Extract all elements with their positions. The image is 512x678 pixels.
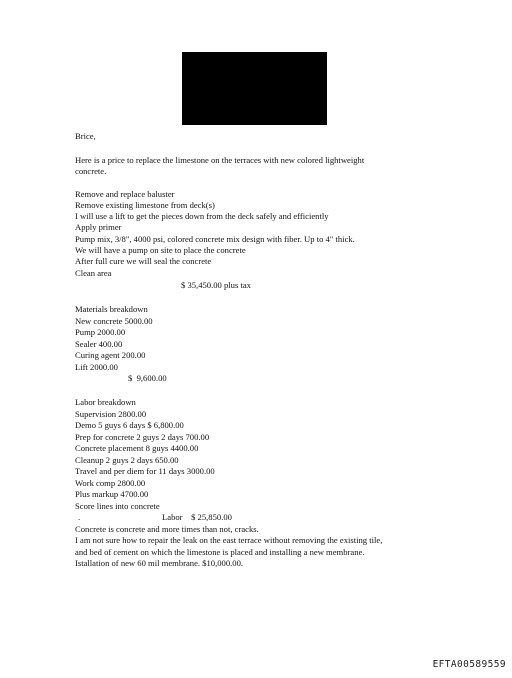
scope-item: Pump mix, 3/8", 4000 psi, colored concrete mix design with fiber. Up to 4" thick. xyxy=(75,234,355,244)
materials-total: $ 9,600.00 xyxy=(128,373,167,383)
redaction-block xyxy=(182,52,327,125)
labor-item: Supervision 2800.00 xyxy=(75,409,147,419)
scope-item: Clean area xyxy=(75,268,112,278)
labor-item: Demo 5 guys 6 days $ 6,800.00 xyxy=(75,420,184,430)
materials-item: Pump 2000.00 xyxy=(75,327,126,337)
labor-item: Work comp 2800.00 xyxy=(75,478,146,488)
materials-item: Lift 2000.00 xyxy=(75,362,118,372)
note-line: I am not sure how to repair the leak on the east terrace without removing the existing tile, xyxy=(75,535,383,545)
scope-item: After full cure we will seal the concrete xyxy=(75,256,212,266)
labor-item: Score lines into concrete xyxy=(75,501,160,511)
intro-line-1: Here is a price to replace the limestone on the terraces with new colored lightweight xyxy=(75,155,365,165)
note-line: Concrete is concrete and more times than not, cracks. xyxy=(75,524,259,534)
scope-item: We will have a pump on site to place the concrete xyxy=(75,245,246,255)
labor-item: Cleanup 2 guys 2 days 650.00 xyxy=(75,455,179,465)
labor-item: Prep for concrete 2 guys 2 days 700.00 xyxy=(75,432,210,442)
note-line: Istallation of new 60 mil membrane. $10,000.00. xyxy=(75,558,244,568)
bates-number: EFTA00589559 xyxy=(432,659,506,670)
materials-item: Curing agent 200.00 xyxy=(75,350,146,360)
materials-item: Sealer 400.00 xyxy=(75,339,123,349)
labor-item: Plus markup 4700.00 xyxy=(75,489,149,499)
labor-dot: . xyxy=(78,512,81,522)
scope-item: Remove and replace baluster xyxy=(75,189,175,199)
labor-total: Labor $ 25,850.00 xyxy=(162,512,232,522)
greeting: Brice, xyxy=(75,131,96,141)
materials-heading: Materials breakdown xyxy=(75,304,148,314)
labor-heading: Labor breakdown xyxy=(75,397,136,407)
intro-line-2: concrete. xyxy=(75,166,107,176)
note-line: and bed of cement on which the limestone is placed and installing a new membrane. xyxy=(75,547,365,557)
scope-item: I will use a lift to get the pieces down from the deck safely and efficiently xyxy=(75,211,329,221)
labor-item: Concrete placement 8 guys 4400.00 xyxy=(75,443,199,453)
labor-item: Travel and per diem for 11 days 3000.00 xyxy=(75,466,215,476)
total-price: $ 35,450.00 plus tax xyxy=(181,280,251,290)
scope-item: Remove existing limestone from deck(s) xyxy=(75,200,215,210)
scope-item: Apply primer xyxy=(75,222,122,232)
materials-item: New concrete 5000.00 xyxy=(75,316,153,326)
